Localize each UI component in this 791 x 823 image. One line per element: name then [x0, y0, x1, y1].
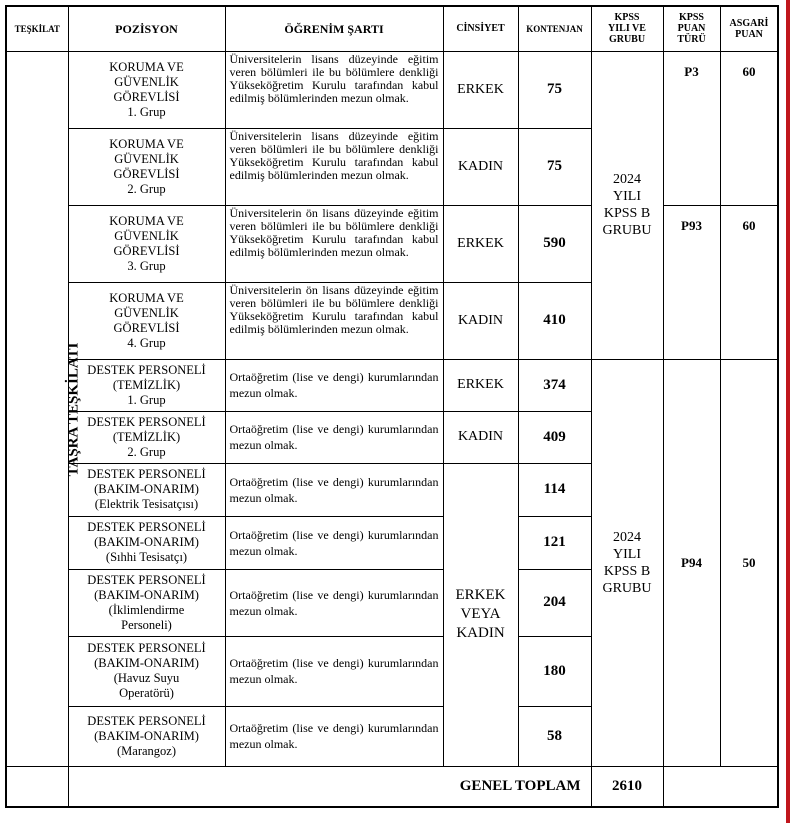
requirement-cell: Ortaöğretim (lise ve dengi) kurumlarından mezun olmak.	[225, 706, 443, 766]
position-cell: KORUMA VE GÜVENLİK GÖREVLİSİ 1. Grup	[68, 51, 225, 128]
position-cell: KORUMA VE GÜVENLİK GÖREVLİSİ 2. Grup	[68, 128, 225, 205]
table-row	[6, 359, 778, 411]
requirement-cell: Üniversitelerin ön lisans düzeyinde eğitim veren bölümleri ile bu bölümlere denkliği Yükseköğretim Kurulu tarafından kabul edilmiş bölümlerinden mezun olmak.	[225, 205, 443, 282]
header-kontenjan: KONTENJAN	[518, 6, 591, 51]
total-row	[6, 766, 778, 807]
requirement-cell: Ortaöğretim (lise ve dengi) kurumlarından mezun olmak.	[225, 516, 443, 569]
teskilat-label: TAŞRA TEŞKİLATI	[65, 342, 82, 476]
score-type-cell: P93	[663, 205, 720, 359]
header-pozisyon: POZİSYON	[68, 6, 225, 51]
gender-cell: ERKEK	[443, 51, 518, 128]
quota-cell: 590	[518, 205, 591, 282]
quota-cell: 374	[518, 359, 591, 411]
table-row	[6, 205, 778, 282]
quota-cell: 75	[518, 128, 591, 205]
header-puan-turu: KPSS PUAN TÜRÜ	[663, 6, 720, 51]
red-accent-bar	[786, 0, 790, 823]
requirement-cell: Üniversitelerin ön lisans düzeyinde eğitim veren bölümleri ile bu bölümlere denkliği Yükseköğretim Kurulu tarafından kabul edilmiş bölümlerinden mezun olmak.	[225, 282, 443, 359]
gender-cell: KADIN	[443, 282, 518, 359]
position-cell: DESTEK PERSONELİ (BAKIM-ONARIM) (Sıhhi Tesisatçı)	[68, 516, 225, 569]
requirement-cell: Ortaöğretim (lise ve dengi) kurumlarından mezun olmak.	[225, 359, 443, 411]
total-label: GENEL TOPLAM	[68, 766, 591, 807]
total-empty	[663, 766, 778, 807]
requirement-cell: Üniversitelerin lisans düzeyinde eğitim veren bölümleri ile bu bölümlere denkliği Yükseköğretim Kurulu tarafından kabul edilmiş bölümlerinden mezun olmak.	[225, 128, 443, 205]
header-cinsiyet: CİNSİYET	[443, 6, 518, 51]
total-value: 2610	[591, 766, 663, 807]
requirement-cell: Ortaöğretim (lise ve dengi) kurumlarından mezun olmak.	[225, 463, 443, 516]
position-cell: DESTEK PERSONELİ (TEMİZLİK) 2. Grup	[68, 411, 225, 463]
total-spacer	[6, 766, 68, 807]
quota-cell: 75	[518, 51, 591, 128]
header-asgari-puan: ASGARİ PUAN	[720, 6, 778, 51]
teskilat-cell	[6, 51, 82, 766]
requirement-cell: Ortaöğretim (lise ve dengi) kurumlarından mezun olmak.	[225, 569, 443, 636]
min-score-cell: 60	[720, 205, 778, 359]
header-teskilat: TEŞKİLAT	[6, 6, 68, 51]
position-cell: KORUMA VE GÜVENLİK GÖREVLİSİ 3. Grup	[68, 205, 225, 282]
quota-cell: 114	[518, 463, 591, 516]
kpss-group-cell: 2024 YILI KPSS B GRUBU	[591, 359, 663, 766]
quota-cell: 121	[518, 516, 591, 569]
positions-table	[5, 5, 779, 808]
score-type-cell: P94	[663, 359, 720, 766]
kpss-group-cell: 2024 YILI KPSS B GRUBU	[591, 51, 663, 359]
quota-cell: 180	[518, 636, 591, 706]
gender-cell: ERKEK	[443, 359, 518, 411]
quota-cell: 204	[518, 569, 591, 636]
position-cell: DESTEK PERSONELİ (TEMİZLİK) 1. Grup	[68, 359, 225, 411]
requirement-cell: Ortaöğretim (lise ve dengi) kurumlarından mezun olmak.	[225, 636, 443, 706]
table-row	[6, 51, 778, 128]
header-ogrenim: ÖĞRENİM ŞARTI	[225, 6, 443, 51]
min-score-cell: 50	[720, 359, 778, 766]
position-cell: KORUMA VE GÜVENLİK GÖREVLİSİ 4. Grup	[68, 282, 225, 359]
gender-cell: KADIN	[443, 411, 518, 463]
position-cell: DESTEK PERSONELİ (BAKIM-ONARIM) (İklimlendirme Personeli)	[68, 569, 225, 636]
header-kpss-yili: KPSS YILI VE GRUBU	[591, 6, 663, 51]
table-header-row	[6, 6, 778, 51]
position-cell: DESTEK PERSONELİ (BAKIM-ONARIM) (Havuz Suyu Operatörü)	[68, 636, 225, 706]
min-score-cell: 60	[720, 51, 778, 205]
requirement-cell: Üniversitelerin lisans düzeyinde eğitim veren bölümleri ile bu bölümlere denkliği Yükseköğretim Kurulu tarafından kabul edilmiş bölümlerinden mezun olmak.	[225, 51, 443, 128]
position-cell: DESTEK PERSONELİ (BAKIM-ONARIM) (Marangoz)	[68, 706, 225, 766]
quota-cell: 410	[518, 282, 591, 359]
position-cell: DESTEK PERSONELİ (BAKIM-ONARIM) (Elektrik Tesisatçısı)	[68, 463, 225, 516]
quota-cell: 409	[518, 411, 591, 463]
gender-merged-cell: ERKEK VEYA KADIN	[443, 463, 518, 766]
gender-cell: ERKEK	[443, 205, 518, 282]
gender-cell: KADIN	[443, 128, 518, 205]
score-type-cell: P3	[663, 51, 720, 205]
requirement-cell: Ortaöğretim (lise ve dengi) kurumlarından mezun olmak.	[225, 411, 443, 463]
quota-cell: 58	[518, 706, 591, 766]
